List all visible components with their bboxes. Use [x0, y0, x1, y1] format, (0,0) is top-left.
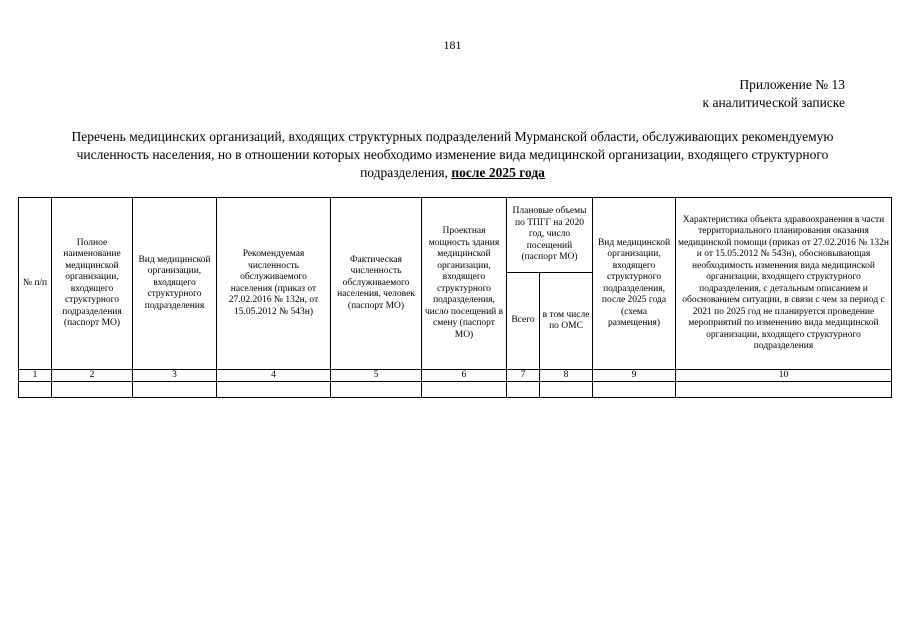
table-cell [676, 382, 892, 398]
table-row [19, 382, 892, 398]
column-number: 7 [507, 370, 540, 382]
column-number-row [19, 370, 892, 382]
table-cell [52, 382, 133, 398]
appendix-reference [703, 76, 845, 112]
column-number: 2 [52, 370, 133, 382]
document-title-main: Перечень медицинских организаций, входящих структурных подразделений Мурманской области, обслуживающих рекомендуемую численность населения, но в отношении которых необходимо изменение вида медицинской организации, входящего структурного подразделения, [71, 129, 834, 180]
column-number: 8 [540, 370, 593, 382]
column-number: 9 [593, 370, 676, 382]
table-cell [331, 382, 422, 398]
page-number: 181 [443, 38, 462, 52]
table-cell [422, 382, 507, 398]
organizations-table [18, 197, 892, 398]
header-characteristics: Характеристика объекта здравоохранения в части территориального планирования оказания медицинской помощи (приказ от 27.02.2016 № 132н и от 15.05.2012 № 543н), обосновывающая необходимость изменения вида медицинской организации, входящего структурного подразделения, с детальным описанием и обоснованием ситуации, в связи с чем за период с 2021 по 2025 год не планируется проведение мероприятий по изменению вида медицинской организации, входящего структурного подразделения [676, 198, 892, 370]
header-total: Всего [507, 273, 540, 370]
header-actual-population: Фактическая численность обслуживаемого населения, человек (паспорт МО) [331, 198, 422, 370]
appendix-line-1: Приложение № 13 [739, 77, 845, 92]
column-number: 4 [217, 370, 331, 382]
table-cell [133, 382, 217, 398]
header-row-number: № п/п [19, 198, 52, 370]
header-including-oms: в том числе по ОМС [540, 273, 593, 370]
header-type-after-2025: Вид медицинской организации, входящего структурного подразделения, после 2025 года (схема размещения) [593, 198, 676, 370]
header-design-capacity: Проектная мощность здания медицинской организации, входящего структурного подразделения, число посещений в смену (паспорт МО) [422, 198, 507, 370]
header-planned-volumes: Плановые объемы по ТПГГ на 2020 год, число посещений (паспорт МО) [507, 198, 593, 273]
column-number: 5 [331, 370, 422, 382]
appendix-line-2: к аналитической записке [702, 95, 845, 110]
column-number: 6 [422, 370, 507, 382]
table-cell [217, 382, 331, 398]
header-recommended-population: Рекомендуемая численность обслуживаемого населения (приказ от 27.02.2016 № 132н, от 15.05.2012 № 543н) [217, 198, 331, 370]
table-cell [507, 382, 540, 398]
header-organization-type: Вид медицинской организации, входящего структурного подразделения [133, 198, 217, 370]
document-title [60, 128, 845, 182]
table-cell [19, 382, 52, 398]
column-number: 10 [676, 370, 892, 382]
column-number: 1 [19, 370, 52, 382]
table-cell [540, 382, 593, 398]
column-number: 3 [133, 370, 217, 382]
table-cell [593, 382, 676, 398]
document-title-emphasis: после 2025 года [451, 165, 545, 180]
header-organization-name: Полное наименование медицинской организации, входящего структурного подразделения (паспорт МО) [52, 198, 133, 370]
